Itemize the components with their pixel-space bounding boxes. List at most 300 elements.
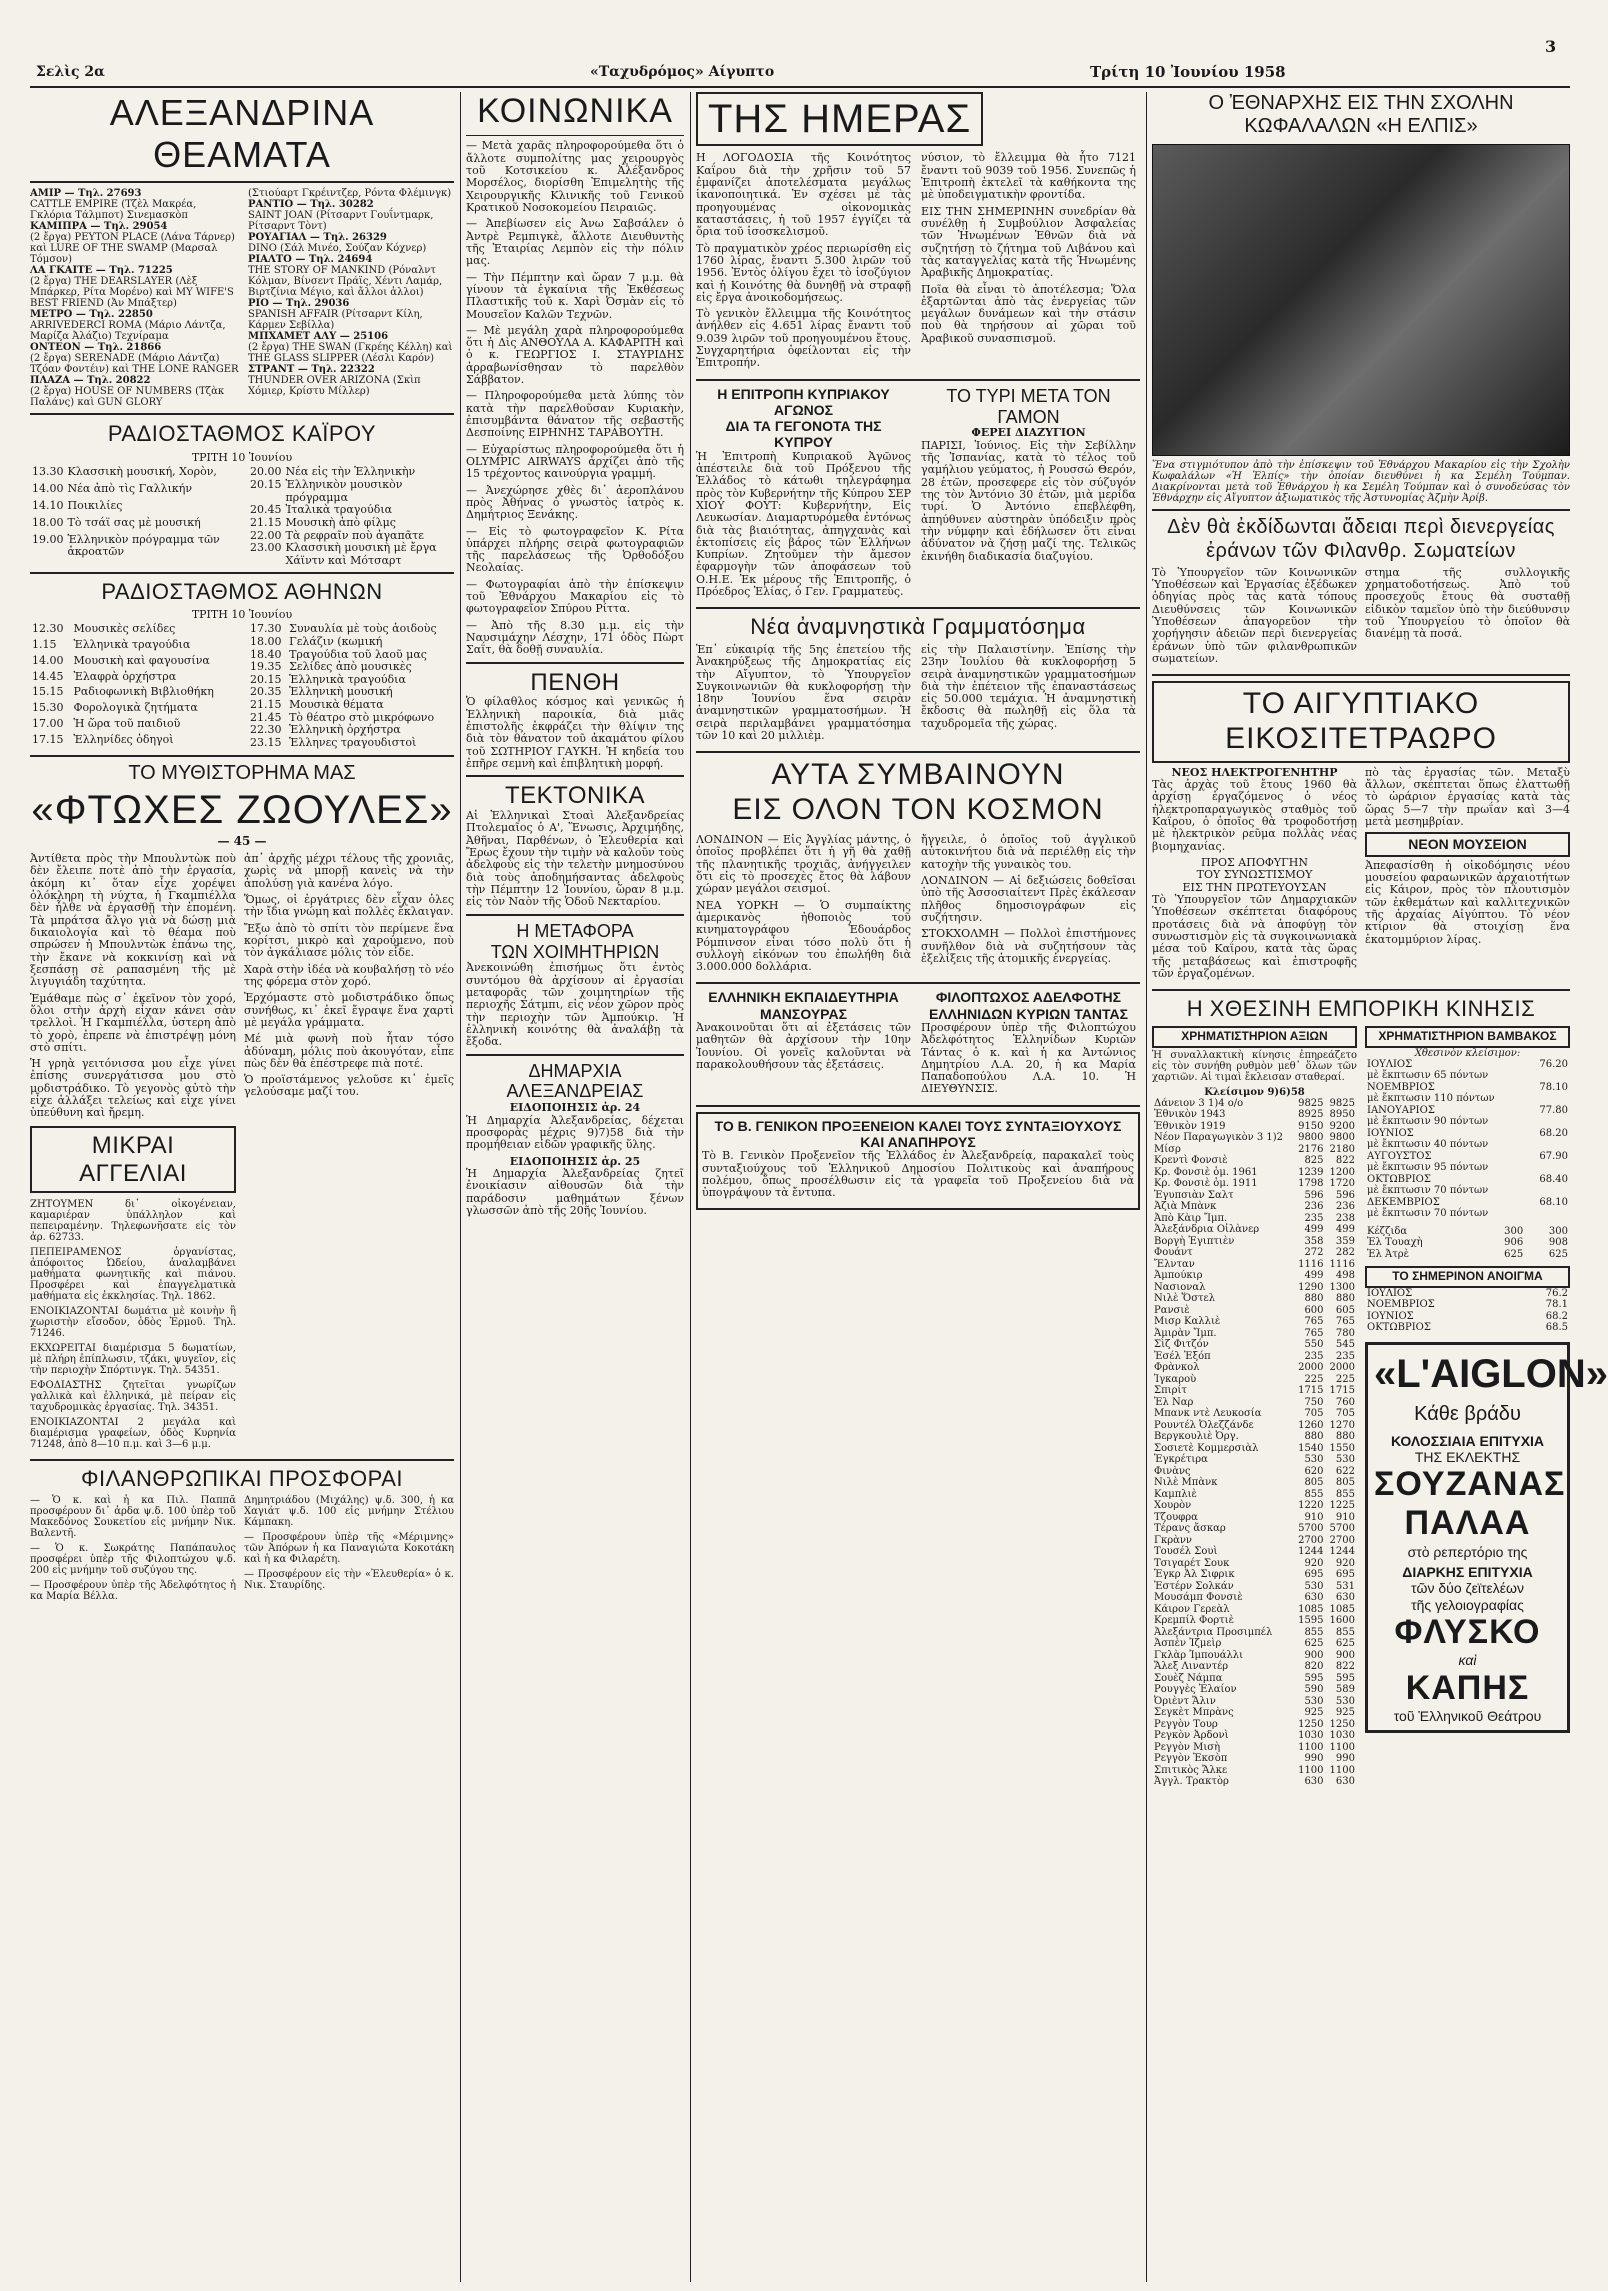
cotton-row bbox=[1365, 1139, 1570, 1151]
stock-row-cell: 990 bbox=[1335, 1753, 1355, 1765]
transfer-title-1: Η ΜΕΤΑΦΟΡΑ bbox=[516, 920, 634, 941]
municipality-title: ΔΗΜΑΡΧΙΑ ΑΛΕΞΑΝΔΡΕΙΑΣ bbox=[506, 1060, 644, 1102]
aiglon-star1: ΣΟΥΖΑΝΑΣ bbox=[1374, 1465, 1566, 1504]
page-number: 3 bbox=[1545, 37, 1557, 56]
seeds-table bbox=[1365, 1226, 1570, 1261]
cotton-row-cell: μὲ ἔκπτωσιν 95 πόντων bbox=[1367, 1162, 1489, 1174]
radio-cairo-schedule bbox=[30, 466, 454, 567]
classified-ad: ΕΚΧΩΡΕΙΤΑΙ διαμέρισμα 5 δωματίων, μὲ πλήρη ἐπίπλωσιν, τζάκι, ψυγεῖον, εἰς τὴν περιοχὴν Σπόρτινγκ. Τηλ. 54351. bbox=[30, 1343, 236, 1377]
stock-row-cell: 1290 bbox=[1298, 1281, 1324, 1293]
ethnarch-caption: Ἕνα στιγμιότυπον ἀπὸ τὴν ἐπίσκεψιν τοῦ Ἐθνάρχου Μακαρίου εἰς τὴν Σχολὴν Κωφαλάλων «Ἡ Ἐλπίς» τὴν ὁποίαν διευθύνει ἡ κα Σεμέλη Τούμπαν. Διακρίνονται μετὰ τοῦ Ἐθνάρχου ἡ κα Σεμέλη Τούμπαν καὶ ὁ συνοδεύσας τὸν Ἐθνάρχην εἰς Αἴγυπτον ἀξιωματικὸς τῆς Ἀστυνομίας Ἀζμὴν Ἀρίβ. bbox=[1152, 460, 1570, 505]
radio-athens-row bbox=[30, 718, 240, 734]
seeds-row bbox=[1365, 1249, 1570, 1261]
stock-row bbox=[1152, 1316, 1357, 1328]
radio-athens-row-cell: Ραδιοφωνικὴ Βιβλιοθήκη bbox=[73, 685, 214, 699]
today-opening-row-cell: 68.2 bbox=[1545, 1310, 1568, 1322]
radio-cairo-row-cell: Μουσικὴ ἀπὸ φίλμς bbox=[285, 515, 396, 529]
novel-body bbox=[30, 853, 454, 1454]
aiglon-line5: ΔΙΑΡΚΗΣ ΕΠΙΤΥΧΙΑ bbox=[1402, 1564, 1533, 1581]
novel-left-text bbox=[30, 853, 236, 1120]
stock-row bbox=[1152, 1627, 1357, 1639]
radio-athens-row-cell: Μουσικὰ θέματα bbox=[289, 698, 384, 712]
stock-row-cell: Ἐθνικὸν 1943 bbox=[1154, 1109, 1226, 1121]
stock-row bbox=[1152, 1466, 1357, 1478]
stock-row-cell: 805 bbox=[1304, 1477, 1324, 1489]
stock-row-cell: 2700 bbox=[1298, 1534, 1324, 1546]
novel-title: «ΦΤΩΧΕΣ ΖΩΟΥΛΕΣ» bbox=[31, 787, 453, 832]
stock-row-cell: 499 bbox=[1304, 1270, 1324, 1282]
stock-row bbox=[1152, 1178, 1357, 1190]
stock-row bbox=[1152, 1305, 1357, 1317]
stock-row bbox=[1152, 1500, 1357, 1512]
trade-body bbox=[1152, 1026, 1608, 1788]
philanthropy-item: — Προσφέρουν εἰς τὴν «Ἐλευθερία» ὁ κ. Νικ. Σταυρίδης. bbox=[244, 1568, 454, 1591]
philanthropy-right bbox=[244, 1495, 454, 1606]
masthead-rule bbox=[30, 86, 1570, 88]
stock-row-cell: Τουσέλ Σουὶ bbox=[1154, 1546, 1218, 1558]
stock-row-cell: 920 bbox=[1304, 1557, 1324, 1569]
cotton-row-cell: 68.20 bbox=[1539, 1127, 1568, 1139]
stock-row-cell: 5700 bbox=[1329, 1523, 1355, 1535]
column-right bbox=[1152, 92, 1608, 1788]
novel-left-col bbox=[30, 853, 236, 1454]
stock-row-cell: 925 bbox=[1335, 1707, 1355, 1719]
stock-row-cell: 1030 bbox=[1298, 1730, 1324, 1742]
stock-row-cell: Καμπλιὲ bbox=[1154, 1488, 1197, 1500]
stock-row-cell: 282 bbox=[1335, 1247, 1355, 1259]
theater-line: ARRIVEDERCI ROMA (Μάριο Λάντζα, Μαρίζα Ἀλάζιο) Τεχνίραμα bbox=[30, 319, 226, 342]
stock-row-cell: 855 bbox=[1304, 1626, 1324, 1638]
cotton-row-cell: 67.90 bbox=[1539, 1150, 1568, 1162]
stock-row bbox=[1152, 1282, 1357, 1294]
stock-row-cell: Ἀπὸ Κὰιρ Ἴμπ. bbox=[1154, 1212, 1228, 1224]
stock-row bbox=[1152, 1673, 1357, 1685]
stock-row-cell: 855 bbox=[1335, 1488, 1355, 1500]
classified-ad: ΕΝΟΙΚΙΑΖΟΝΤΑΙ 2 μεγάλα καὶ διαμέρισμα γραφείων, ὁδὸς Κυρηνία 71248, ἀπὸ 8—10 π.μ. καὶ 3—6 μ.μ. bbox=[30, 1417, 236, 1451]
philanthropy-item: Δημητριάδου (Μιχάλης) ψ.δ. 300, ἡ κα Χαγιάτ ψ.δ. 100 εἰς μνήμην Στέλιου Κάμπακη. bbox=[244, 1494, 454, 1528]
stock-row-cell: Ἐγκρ Ἀλ Σιφρικ bbox=[1154, 1569, 1235, 1581]
stock-row-cell: 1100 bbox=[1298, 1741, 1324, 1753]
stock-row-cell: Ρεγκὸν Ἀρδονὶ bbox=[1154, 1730, 1229, 1742]
world-item: ΣΤΟΚΧΟΛΜΗ — Πολλοὶ ἐπιστήμονες συνῆλθον διὰ νὰ συζητήσουν τὰς ἐξελίξεις τῆς ἀτομικῆς ἐνεργείας. bbox=[921, 927, 1136, 965]
stock-row-cell: Μουσάμπ Φονσιὲ bbox=[1154, 1592, 1243, 1604]
stock-row-cell: 238 bbox=[1335, 1212, 1355, 1224]
theater-line: SPANISH AFFAIR (Ρίτσαρντ Κίλη, Κάρμεν Σεβίλλα) bbox=[248, 308, 423, 331]
radio-cairo-row-cell: Ποικιλίες bbox=[67, 499, 123, 513]
radio-athens-row-cell: Ἑλληνίδες ὁδηγοὶ bbox=[73, 732, 174, 746]
stock-row-cell: Ἰγκαροὺ bbox=[1154, 1373, 1197, 1385]
stock-row-cell: 750 bbox=[1304, 1396, 1324, 1408]
stock-row bbox=[1152, 1753, 1357, 1765]
stock-row-cell: 625 bbox=[1335, 1638, 1355, 1650]
today-opening-row bbox=[1365, 1311, 1570, 1323]
stock-row-cell: 1225 bbox=[1329, 1500, 1355, 1512]
radio-athens-row-cell: Ἑλληνικὴ μουσική bbox=[289, 685, 393, 699]
today-opening-title: ΤΟ ΣΗΜΕΡΙΝΟΝ ΑΝΟΙΓΜΑ bbox=[1365, 1266, 1570, 1288]
theater-line: ΡΙΟ — Τηλ. 29036 bbox=[248, 297, 350, 309]
egypt-24h-left bbox=[1152, 767, 1357, 984]
philanthropy-body bbox=[30, 1495, 454, 1606]
stock-row bbox=[1152, 1270, 1357, 1282]
today-paragraph: Τὸ πραγματικὸν χρέος περιωρίσθη εἰς 1760 λίρας, ἔναντι 5.300 λιρῶν τοῦ 1956. Ἐντὸς ὀλίγου ἔχει τὸ ἰσοζύγιον καὶ ἡ Κοινότης θὰ δυνηθῇ νὰ στραφῇ εἰς ἔργα ἀνοικοδομήσεως. bbox=[696, 241, 911, 304]
cotton-sub: Χθεσινὸν κλείσιμον: bbox=[1414, 1047, 1521, 1059]
cotton-row-cell: 68.10 bbox=[1539, 1196, 1568, 1208]
radio-athens-row-cell: 22.30 bbox=[250, 723, 282, 737]
radio-athens-left-table bbox=[30, 623, 240, 749]
stock-row-cell: 822 bbox=[1335, 1661, 1355, 1673]
stock-row bbox=[1152, 1121, 1357, 1133]
stock-row-cell: 920 bbox=[1335, 1557, 1355, 1569]
cyprus-title-1: Η ΕΠΙΤΡΟΠΗ ΚΥΠΡΙΑΚΟΥ ΑΓΩΝΟΣ bbox=[717, 385, 890, 418]
ladies-tanta-title: ΦΙΛΟΠΤΩΧΟΣ ΑΔΕΛΦΟΤΗΣ ΕΛΛΗΝΙΔΩΝ ΚΥΡΙΩΝ ΤΑΝΤΑΣ bbox=[928, 989, 1129, 1022]
stock-row bbox=[1152, 1638, 1357, 1650]
stock-row-cell: Ἐλ Ναρ bbox=[1154, 1396, 1194, 1408]
theater-line: ΑΜΙΡ — Τηλ. 27693 bbox=[30, 187, 142, 199]
stock-row-cell: 880 bbox=[1304, 1431, 1324, 1443]
social-item: — Ἀνεχώρησε χθὲς δι᾽ ἀεροπλάνου πρὸς Ἀθήνας ὁ γνωστὸς ἰατρὸς κ. Δημήτριος Ξενάκης. bbox=[466, 483, 684, 522]
radio-cairo-row-cell: Τὰ ρεφραῖν ποὺ ἀγαπᾶτε bbox=[285, 528, 424, 542]
stock-row-cell: Ἀμπούκιρ bbox=[1154, 1270, 1203, 1282]
radio-athens-row-cell: Σελίδες ἀπὸ μουσικὲς bbox=[289, 660, 412, 674]
world-item: ΝΕΑ ΥΟΡΚΗ — Ὁ συμπαίκτης ἀμερικανὸς ἠθοποιὸς τοῦ κινηματογράφου Ἐδουάρδος Ρόμπινσον εἶναι τόσο πολὺ ὅτι ἡ συλλογὴ εἰκόνων του ἐπωλήθη διὰ 3.000.000 δολλάρια. bbox=[696, 898, 911, 974]
social-item: — Τὴν Πέμπτην καὶ ὥραν 7 μ.μ. θὰ γίνουν τὰ ἐγκαίνια τῆς Ἐκθέσεως Πλαστικῆς τοῦ κ. Χαρὶ Ὀσμὰν εἰς τὸ Μουσεῖον Καλῶν Τεχνῶν. bbox=[466, 270, 684, 321]
stock-row bbox=[1152, 1259, 1357, 1271]
stock-row-cell: 1116 bbox=[1298, 1258, 1324, 1270]
radio-athens-row-cell: 21.45 bbox=[250, 710, 282, 724]
egypt-24h-right bbox=[1365, 767, 1570, 984]
radio-athens-row bbox=[248, 699, 454, 712]
cotton-row-cell: μὲ ἔκπτωσιν 110 πόντων bbox=[1367, 1093, 1495, 1105]
egypt-24h-body bbox=[1152, 767, 1570, 984]
radio-athens-right-table bbox=[248, 623, 454, 749]
seeds-row-cell: Ἐλ Τουαχὴ bbox=[1367, 1237, 1423, 1249]
radio-cairo-row bbox=[248, 542, 454, 567]
stock-row-cell: 910 bbox=[1335, 1511, 1355, 1523]
stock-row-cell: 1085 bbox=[1329, 1603, 1355, 1615]
stock-row-cell: 498 bbox=[1335, 1270, 1355, 1282]
stock-row-cell: Γκρὰνν bbox=[1154, 1534, 1192, 1546]
stock-row-cell: 358 bbox=[1304, 1235, 1324, 1247]
stamps-right: εἰς τὴν Παλαιστίνην. Ἐπίσης τὴν 23ην Ἰουλίου θὰ κυκλοφορήσῃ 5 σειρὰ ἀναμνηστικῶν γραμματοσήμων διὰ τὴν ἐπέτειον τῆς ἐπαναστάσεως εἰς 50.000 τεμάχια. Ἡ ἀναμνηστικὴ ἔκδοσις θὰ πωληθῇ εἰς ὅλα τὰ ταχυδρομεῖα τῆς χώρας. bbox=[921, 642, 1136, 730]
cotton-row-cell: μὲ ἔκπτωσιν 65 πόντων bbox=[1367, 1070, 1489, 1082]
radio-athens-row-cell: 14.00 bbox=[32, 653, 64, 667]
classified-ad: ΖΗΤΟΥΜΕΝ δι᾽ οἰκογένειαν, καμαριέραν ὑπάλληλον καὶ πεπειραμένην. Τηλεφωνῆσατε εἰς τὸν ἀρ. 62733. bbox=[30, 1199, 236, 1244]
theater-line: THUNDER OVER ARIZONA (Σκὶπ Χόμιερ, Κρίστυ Μίλλερ) bbox=[248, 374, 421, 397]
stock-row-cell: 235 bbox=[1304, 1212, 1324, 1224]
stock-row-cell: 1250 bbox=[1329, 1718, 1355, 1730]
cotton-title: ΧΡΗΜΑΤΙΣΤΗΡΙΟΝ ΒΑΜΒΑΚΟΣ bbox=[1365, 1026, 1570, 1048]
stock-row bbox=[1152, 1650, 1357, 1662]
stock-row bbox=[1152, 1684, 1357, 1696]
stock-row bbox=[1152, 1512, 1357, 1524]
radio-athens-row-cell: 17.30 bbox=[250, 622, 282, 636]
column-social bbox=[466, 92, 684, 1221]
novel-paragraph: Χαρὰ στὴν ἰδέα νὰ κουβαλήσῃ τὸ νέο της φόρεμα στὸν χορό. bbox=[244, 962, 454, 988]
stocks-head: Κλείσιμον 9)6)58 bbox=[1204, 1086, 1305, 1098]
stock-row-cell: 499 bbox=[1304, 1224, 1324, 1236]
stock-row-cell: Σπιτικὸς Ἄλκε bbox=[1154, 1764, 1228, 1776]
radio-cairo-left-table bbox=[30, 466, 240, 567]
today-opening-row-cell: ΝΟΕΜΒΡΙΟΣ bbox=[1367, 1299, 1435, 1311]
municipality-notice-1: ΕΙΔΟΠΟΙΗΣΙΣ ἀρ. 24 bbox=[509, 1101, 641, 1115]
egypt-24h-sub4: ΕΙΣ ΤΗΝ ΠΡΩΤΕΥΟΥΣΑΝ bbox=[1182, 880, 1327, 894]
radio-athens-row bbox=[30, 639, 240, 655]
stock-row-cell: 235 bbox=[1335, 1350, 1355, 1362]
today-opening-row bbox=[1365, 1299, 1570, 1311]
stock-row bbox=[1152, 1408, 1357, 1420]
stock-row bbox=[1152, 1339, 1357, 1351]
radio-athens-row-cell: 17.15 bbox=[32, 732, 64, 746]
cotton-row bbox=[1365, 1093, 1570, 1105]
stock-row-cell: 236 bbox=[1335, 1201, 1355, 1213]
stock-row-cell: 625 bbox=[1304, 1638, 1324, 1650]
cotton-row-cell bbox=[1529, 1139, 1570, 1151]
stock-row-cell: 780 bbox=[1335, 1327, 1355, 1339]
stock-row bbox=[1152, 1546, 1357, 1558]
stock-row-cell: Σοσιετὲ Κομμερσιὰλ bbox=[1154, 1442, 1259, 1454]
stock-row bbox=[1152, 1109, 1357, 1121]
ethnarch-title-1: Ο ἘΘΝΑΡΧΗΣ ΕΙΣ ΤΗΝ ΣΧΟΛΗΝ bbox=[1208, 92, 1514, 114]
cotton-row-cell bbox=[1529, 1116, 1570, 1128]
philanthropy-item: — Ὁ κ. καὶ ἡ κα Πιλ. Παππᾶ προσφέρουν δι᾽ ἀρδα ψ.δ. 100 ὑπὲρ τοῦ Μακεδόνος Σουκετίου εἰς μνήμην Νικ. Βαλεντῆ. bbox=[30, 1494, 236, 1539]
stock-row bbox=[1152, 1742, 1357, 1754]
cotton-row bbox=[1365, 1197, 1570, 1209]
seeds-row-cell: Ἐλ Ἀτρὲ bbox=[1367, 1248, 1410, 1260]
stock-row-cell: Ὀριὲντ Ἄλιν bbox=[1154, 1695, 1216, 1707]
aiglon-show2: ΚΑΠΗΣ bbox=[1405, 1668, 1530, 1707]
theater-line: SAINT JOAN (Ρίτσαρντ Γουΐντμαρκ, Ρίτσαρντ Τὸντ) bbox=[248, 209, 434, 232]
stock-row-cell: 990 bbox=[1304, 1753, 1324, 1765]
world-title-2: ΕΙΣ ΟΛΟΝ ΤΟΝ ΚΟΣΜΟΝ bbox=[732, 793, 1104, 827]
stock-row-cell: 5700 bbox=[1298, 1523, 1324, 1535]
novel-paragraph: Μέ μιὰ φωνὴ ποὺ ἦταν τόσο ἀδύναμη, μόλις ποὺ ἀκουγόταν, εἶπε πὼς δὲν θὰ ἐπέστρεφε πιὰ ποτέ. bbox=[244, 1032, 454, 1070]
masthead-left: Σελὶς 2α bbox=[36, 64, 105, 80]
mourning-title: ΠΕΝΘΗ bbox=[530, 668, 620, 696]
no-permits-body bbox=[1152, 567, 1570, 670]
stock-row-cell: 1244 bbox=[1329, 1546, 1355, 1558]
stock-row-cell: 1600 bbox=[1329, 1615, 1355, 1627]
consulate-text: Τὸ Β. Γενικὸν Προξενεῖον τῆς Ἑλλάδος ἐν Ἀλεξανδρείᾳ, παρακαλεῖ τοὺς συνταξιούχους τοῦ Ἑλληνικοῦ Δημοσίου Πολιτικοὺς καὶ ἀναπήρους πολέμου, ὅπως προσέλθωσιν εἰς τὰ γραφεῖα τοῦ Προξενείου διὰ νὰ ὑπογράψουν τὰ ἔντυπα. bbox=[702, 1149, 1134, 1200]
cotton-row bbox=[1365, 1208, 1570, 1220]
today-opening-row bbox=[1365, 1322, 1570, 1334]
aiglon-line2: ΚΟΛΟΣΣΙΑΙΑ ΕΠΙΤΥΧΙΑ bbox=[1390, 1432, 1545, 1449]
radio-cairo-row-cell: 14.00 bbox=[32, 482, 64, 496]
consulate-title: ΤΟ Β. ΓΕΝΙΚΟΝ ΠΡΟΞΕΝΕΙΟΝ ΚΑΛΕΙ ΤΟΥΣ ΣΥΝΤΑΞΙΟΥΧΟΥΣ ΚΑΙ ΑΝΑΠΗΡΟΥΣ bbox=[714, 1117, 1122, 1151]
stock-row bbox=[1152, 1144, 1357, 1156]
radio-athens-row-cell: Μουσικὴ καὶ φαγουσίνα bbox=[73, 653, 210, 667]
theater-line: THE STORY OF MANKIND (Ρόναλντ Κόλμαν, Βίνσεντ Πράϊς, Χέντι Λαμάρ, Βιρτζίνια Μέγιο, καὶ ἄλλοι ἀλλοι) bbox=[248, 264, 443, 298]
stock-row-cell: 2180 bbox=[1329, 1143, 1355, 1155]
trade-title: Η ΧΘΕΣΙΝΗ ΕΜΠΟΡΙΚΗ ΚΙΝΗΣΙΣ bbox=[1186, 996, 1536, 1022]
stock-row-cell: Ρεγγὸν Τουρ bbox=[1154, 1718, 1218, 1730]
stock-row bbox=[1152, 1707, 1357, 1719]
stock-row-cell: 1239 bbox=[1298, 1166, 1324, 1178]
radio-athens-title: ΡΑΔΙΟΣΤΑΘΜΟΣ ΑΘΗΝΩΝ bbox=[101, 579, 383, 605]
no-permits-title: Δὲν θὰ ἐκδίδωνται ἄδειαι περὶ διενεργείας ἐράνων τῶν Φιλανθρ. Σωματείων bbox=[1167, 516, 1555, 562]
stock-row-cell: 1085 bbox=[1298, 1603, 1324, 1615]
stock-row-cell: 9200 bbox=[1329, 1120, 1355, 1132]
cyprus-title-2: ΔΙΑ ΤΑ ΓΕΓΟΝΟΤΑ ΤΗΣ ΚΥΠΡΟΥ bbox=[725, 418, 882, 451]
stock-row-cell: Ρεγγὸν Μισὴ bbox=[1154, 1741, 1221, 1753]
today-opening-row bbox=[1365, 1288, 1570, 1300]
radio-athens-row-cell: 1.15 bbox=[32, 638, 57, 652]
today-title-box bbox=[696, 92, 983, 146]
radio-cairo-row-cell: 20.15 bbox=[250, 477, 282, 491]
stock-row-cell: 9825 bbox=[1298, 1097, 1324, 1109]
column-rule bbox=[1146, 92, 1147, 2282]
stock-row-cell: 880 bbox=[1304, 1293, 1324, 1305]
stock-row bbox=[1152, 1362, 1357, 1374]
egypt-24h-sub: ΝΕΟΣ ΗΛΕΚΤΡΟΓΕΝΗΤΗΡ bbox=[1171, 765, 1338, 779]
classifieds-title-2: ΑΓΓΕΛΙΑΙ bbox=[79, 1159, 187, 1187]
transfer-text: Ἀνεκοινώθη ἐπισήμως ὅτι ἐντὸς συντόμου θὰ ἀρχίσουν αἱ ἐργασίαι μεταφορᾶς τῶν χοιμητηρίων τῆς περιοχῆς Σάτμπι, εἰς νέον χῶρον πρὸς τὴν περιοχὴν τῶν Ἀμπούκιρ. Ἡ ἑλληνικὴ κοινότης θὰ ἀναλάβῃ τὰ ἔξοδα. bbox=[466, 961, 684, 1049]
theater-line: (2 ἔργα) THE DEARSLAYER (Λὲξ Μπάρκερ, Ρίτα Μορένο) καὶ MY WIFE'S BEST FRIEND (Ἀν Μπάξτερ) bbox=[30, 275, 234, 309]
radio-athens-row-cell: Ἡ ὥρα τοῦ παιδιοῦ bbox=[73, 717, 181, 731]
radio-cairo-row bbox=[30, 517, 240, 534]
stock-row bbox=[1152, 1535, 1357, 1547]
world-item: ἤγγειλε, ὁ ὁποῖος τοῦ ἀγγλικοῦ αὐτοκινήτου διὰ νὰ περιέλθῃ εἰς τὴν κατοχὴν τῆς γυναικὸς του. bbox=[921, 833, 1136, 871]
aiglon-line7: τῆς γελοιογραφίας bbox=[1411, 1596, 1524, 1613]
social-list bbox=[466, 140, 684, 656]
stock-row bbox=[1152, 1776, 1357, 1788]
stocks-intro: Ἡ συναλλακτικὴ κίνησις ἐπηρεάζετο εἰς τὸν συνήθη ρυθμὸν μεθ᾽ ὅλων τῶν χαρτιῶν. Αἱ τιμαὶ ἔκλεισαν σταθεραί. bbox=[1152, 1049, 1357, 1083]
stock-row-cell: Ἀμιρὰν Ἴμπ. bbox=[1154, 1327, 1217, 1339]
stocks-title: ΧΡΗΜΑΤΙΣΤΗΡΙΟΝ ΑΞΙΩΝ bbox=[1152, 1026, 1357, 1048]
theater-line: ΡΟΥΑΓΙΑΛ — Τηλ. 26329 bbox=[248, 231, 387, 243]
column-rule bbox=[690, 92, 691, 2282]
stock-row-cell: 1720 bbox=[1329, 1178, 1355, 1190]
today-paragraph: Τὸ γενικὸν ἔλλειμμα τῆς Κοινότητος ἀνήλθεν εἰς 4.651 λίρας ἔναντι τοῦ 9.039 λιρῶν τοῦ προηγουμένου ἔτους. Συγχαρητήρια ὀφείλονται εἰς τὴν Ἐπιτροπήν. bbox=[696, 307, 911, 370]
stock-row bbox=[1152, 1581, 1357, 1593]
cotton-row-cell: ΙΑΝΟΥΑΡΙΟΣ bbox=[1367, 1104, 1435, 1116]
stock-row-cell: Ἀλεξάνδρια Οἰλὰνερ bbox=[1154, 1224, 1260, 1236]
masons-title: ΤΕΚΤΟΝΙΚΑ bbox=[504, 782, 646, 810]
today-opening-table bbox=[1365, 1288, 1570, 1334]
stock-row bbox=[1152, 1558, 1357, 1570]
stock-row-cell: 825 bbox=[1304, 1155, 1324, 1167]
seeds-row bbox=[1365, 1237, 1570, 1249]
cotton-row bbox=[1365, 1185, 1570, 1197]
stock-row-cell: 1200 bbox=[1329, 1166, 1355, 1178]
greek-school-title: ΕΛΛΗΝΙΚΗ ΕΚΠΑΙΔΕΥΤΗΡΙΑ ΜΑΝΣΟΥΡΑΣ bbox=[708, 989, 899, 1022]
stock-row-cell: Βεργκουλιὲ Ὀργ. bbox=[1154, 1431, 1239, 1443]
stock-row-cell: Ρανσιὲ bbox=[1154, 1304, 1190, 1316]
radio-athens-row-cell: 15.30 bbox=[32, 701, 64, 715]
radio-cairo-row-cell: 20.45 bbox=[250, 503, 282, 517]
theater-line: ΜΠΧΑΜΕΤ ΑΛΥ — 25106 bbox=[248, 330, 389, 342]
stock-row-cell: Χουρὸν bbox=[1154, 1500, 1192, 1512]
no-permits-right: στημα τῆς συλλογικῆς χρηματοδοτήσεως. Ἀπὸ τοῦ προσεχοῦς ἔτους θὰ συσταθῇ εἰδικὸν ταμεῖον ὑπὸ τὴν διεύθυνσιν τοῦ Ὑπουργείου τὸ ὁποῖον θὰ διανέμῃ τὰ ποσά. bbox=[1365, 565, 1570, 641]
greek-school-notice bbox=[696, 989, 911, 1099]
world-title-1: ΑΥΤΑ ΣΥΜΒΑΙΝΟΥΝ bbox=[771, 758, 1065, 792]
radio-athens-row bbox=[30, 702, 240, 718]
radio-cairo-row bbox=[30, 483, 240, 500]
stock-row bbox=[1152, 1443, 1357, 1455]
stock-row bbox=[1152, 1247, 1357, 1259]
social-item: — Ἀπὸ τῆς 8.30 μ.μ. εἰς τὴν Ναυσιμάχην Λέσχην, 171 ὁδὸς Πὼρτ Σαΐτ, θὰ δοθῇ συναυλία. bbox=[466, 618, 684, 657]
stock-row-cell: 630 bbox=[1304, 1776, 1324, 1788]
radio-athens-row-cell: Ἑλληνικὰ τραγούδια bbox=[289, 672, 406, 686]
egypt-24h-sub2: ΠΡΟΣ ΑΠΟΦΥΓΗΝ bbox=[1201, 856, 1308, 870]
radio-athens-row bbox=[30, 623, 240, 639]
stock-row-cell: 1100 bbox=[1329, 1741, 1355, 1753]
radio-athens-row-cell: 20.15 bbox=[250, 672, 282, 686]
stock-row-cell: Κρεντὶ Φονσιὲ bbox=[1154, 1155, 1228, 1167]
classified-ad: ΕΦΟΔΙΑΣΤΗΣ ζητεῖται γνωρίζων γαλλικὰ καὶ ἑλληνικά, μὲ πείραν εἰς ταχυδρομικὰς ἐργασίας. Τηλ. 34351. bbox=[30, 1380, 236, 1414]
radio-athens-row-cell: 19.35 bbox=[250, 660, 282, 674]
stock-row-cell: Ἐγυπσιὰν Σαλτ bbox=[1154, 1189, 1234, 1201]
theater-line: CATTLE EMPIRE (Τζὲλ Μακρέα, Γκλόρια Τάλμποτ) Σινεμασκὸπ bbox=[30, 198, 197, 221]
stock-row-cell: Κρ. Φονσιὲ ὁμ. 1911 bbox=[1154, 1178, 1258, 1190]
stock-row-cell: 9150 bbox=[1298, 1120, 1324, 1132]
stock-row-cell: Ἀγγλ. Τρακτὸρ bbox=[1154, 1776, 1229, 1788]
cotton-row bbox=[1365, 1162, 1570, 1174]
stock-row-cell: 530 bbox=[1304, 1580, 1324, 1592]
cyprus-text: Ἡ Ἐπιτροπὴ Κυπριακοῦ Ἀγῶνος ἀπέστειλε διὰ τοῦ Πρόξενου τῆς Ἑλλάδος τὸ κάτωθι τηλεγράφημα πρὸς τὸν Κυβερνήτην τῆς Κύπρου ΣΕΡ ΧΙΟΥ ΦΟΥΤ: Κυβερνήτην, Εἰς Λευκωσίαν. Διαμαρτυρόμεθα ἐντόνως διὰ τὰς βιαιότητας, ἀπηγχανὰς καὶ ἐκτοπίσεις εἰς βάρος τῶν Ἑλλήνων Κυπρίων. Ζητοῦμεν τὴν ἄμεσον ἐφαρμογὴν τῶν ἀποφάσεων τοῦ Ο.Η.Ε. Ἐκ μέρους τῆς Ἐπιτροπῆς, ὁ Πρόεδρος Ἐλίας, ὁ Γεν. Γραμματεὺς. bbox=[696, 449, 911, 599]
today-opening-row-cell: 68.5 bbox=[1545, 1322, 1568, 1334]
stock-row-cell: 910 bbox=[1304, 1511, 1324, 1523]
stock-row-cell: 1260 bbox=[1298, 1419, 1324, 1431]
egypt-24h-text2: Τὸ Ὑπουργεῖον τῶν Δημαρχιακῶν Ὑποθέσεων σκέπτεται διαφόρους προτάσεις διὰ νὰ ἀποφύγῃ τὸν συνωστισμὸν εἰς τὰ συγκοινωνιακὰ μέσα τοῦ Καΐρου, κατὰ τὰς ὥρας τῆς μεταβάσεως καὶ ἐπιστροφῆς τῶν ἐργαζομένων. bbox=[1152, 892, 1357, 980]
novel-paragraph: Ἔξω ἀπὸ τὸ σπίτι τὸν περίμενε ἕνα κορίτσι, μικρὸ καὶ χαρούμενο, ποὺ τὸν ἀγκάλιασε μόλις τὸν εἶδε. bbox=[244, 921, 454, 960]
stock-row-cell: 9800 bbox=[1298, 1132, 1324, 1144]
social-item: — Φωτογραφίαι ἀπὸ τὴν ἐπίσκεψιν τοῦ Ἐθνάρχου Μακαρίου εἰς τὸ φωτογραφεῖον Σπύρου Ρίττα. bbox=[466, 577, 684, 616]
stock-row bbox=[1152, 1213, 1357, 1225]
radio-athens-row-cell: Τὸ θέατρο στὸ μικρόφωνο bbox=[289, 710, 435, 724]
radio-cairo-row-cell: 20.00 bbox=[250, 465, 282, 479]
today-paragraph: Ποῖα θὰ εἶναι τὸ ἀποτέλεσμα; Ὅλα ἐξαρτῶνται ἀπὸ τὰς ἐνεργείας τῶν μεγάλων δυνάμεων καὶ τὴν στάσιν ποὺ θὰ τηρήσουν αἱ χῶραι τοῦ Ἀραβικοῦ συνασπισμοῦ. bbox=[921, 282, 1136, 345]
general-consulate-box bbox=[696, 1112, 1140, 1210]
stock-row-cell: Σὶζ Φιτζόν bbox=[1154, 1339, 1209, 1351]
stock-row-cell: 1595 bbox=[1298, 1615, 1324, 1627]
stock-row-cell: 225 bbox=[1335, 1373, 1355, 1385]
novel-episode: — 45 — bbox=[217, 834, 267, 849]
municipality-text-2: Ἡ Δημαρχία Ἀλεξανδρείας ζητεῖ ἐνοικίασιν αἰθουσῶν διὰ τὴν παράδοσιν μαθημάτων ξένων γλωσσῶν ἀπὸ τῆς 20ῆς Ἰουνίου. bbox=[466, 1166, 684, 1217]
stock-row-cell: Φινὰνς bbox=[1154, 1465, 1191, 1477]
stock-row bbox=[1152, 1696, 1357, 1708]
cotton-row bbox=[1365, 1128, 1570, 1140]
stock-row-cell: 545 bbox=[1335, 1339, 1355, 1351]
stock-row bbox=[1152, 1730, 1357, 1742]
radio-athens-row bbox=[30, 734, 240, 750]
radio-athens-row bbox=[30, 655, 240, 671]
theaters-title: ΑΛΕΞΑΝΔΡΙΝΑ ΘΕΑΜΑΤΑ bbox=[109, 92, 375, 175]
stock-row-cell: 9825 bbox=[1329, 1097, 1355, 1109]
radio-cairo-row-cell: Ἰταλικὰ τραγούδια bbox=[285, 503, 393, 517]
radio-athens-day: ΤΡΙΤΗ 10 Ἰουνίου bbox=[191, 607, 293, 621]
egypt-24h-right-text: πὸ τὰς ἐργασίας τῶν. Μεταξὺ ἄλλων, σκέπτεται ὅπως ἐλαττωθῇ τὸ ὡράριον ἐργασίας κατὰ τὰς ὥρας 5—7 τὴν πρωΐαν καὶ 3—4 μετὰ μεσημβρίαν. bbox=[1365, 765, 1570, 829]
stock-row-cell: 531 bbox=[1335, 1580, 1355, 1592]
stock-row-cell: Τζουφρα bbox=[1154, 1511, 1198, 1523]
stock-row-cell: 1116 bbox=[1329, 1258, 1355, 1270]
stock-row-cell: 1244 bbox=[1298, 1546, 1324, 1558]
theater-line: ΡΙΑΛΤΟ — Τηλ. 24694 bbox=[248, 253, 373, 265]
museum-title: ΝΕΟΝ ΜΟΥΣΕΙΟΝ bbox=[1365, 832, 1570, 856]
stock-row bbox=[1152, 1328, 1357, 1340]
theater-line: ΜΕΤΡΟ — Τηλ. 22850 bbox=[30, 308, 153, 320]
stock-row-cell: 2000 bbox=[1298, 1362, 1324, 1374]
stock-row-cell: 630 bbox=[1304, 1592, 1324, 1604]
cotton-row-cell bbox=[1529, 1208, 1570, 1220]
today-title: ΤΗΣ ΗΜΕΡΑΣ bbox=[708, 97, 972, 141]
seeds-row bbox=[1365, 1226, 1570, 1238]
classifieds-list bbox=[30, 1199, 236, 1450]
stock-row bbox=[1152, 1420, 1357, 1432]
stock-row-cell: 705 bbox=[1335, 1408, 1355, 1420]
stock-row bbox=[1152, 1098, 1357, 1110]
theater-line: (2 ἔργα) SERENADE (Μάριο Λάντζα) Τζόαν Φοντέιν) καὶ THE LONE RANGER bbox=[30, 352, 239, 375]
stocks-table bbox=[1152, 1098, 1357, 1788]
